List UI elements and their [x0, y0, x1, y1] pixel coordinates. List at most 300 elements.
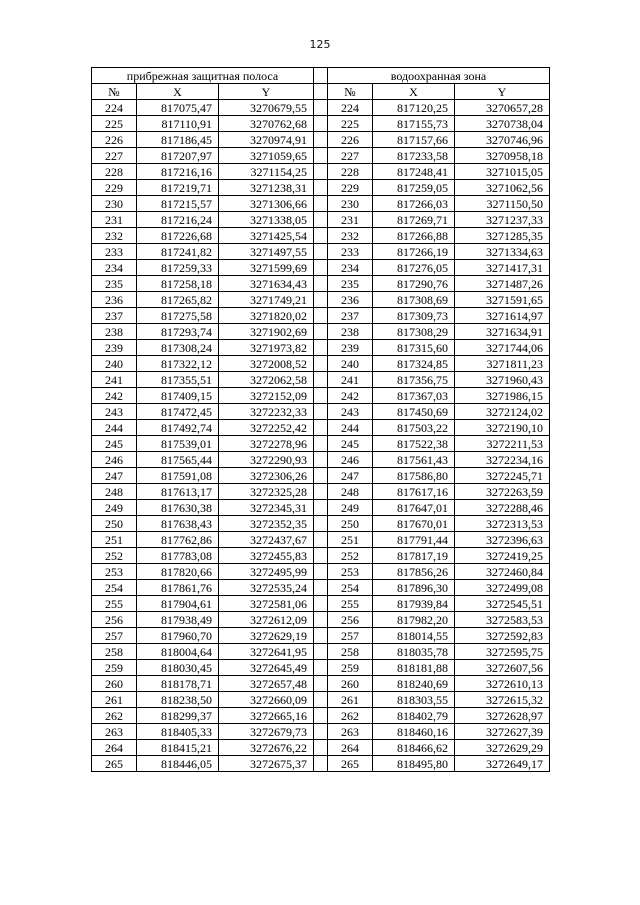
column-gap: [314, 612, 328, 628]
table-row: [92, 228, 550, 244]
table-row: [92, 516, 550, 532]
right-y-coordinate: 3271334,63: [455, 244, 550, 260]
column-gap: [314, 340, 328, 356]
right-x-coordinate: 817120,25: [373, 100, 455, 116]
right-x-coordinate: 818402,79: [373, 708, 455, 724]
right-x-coordinate: 817450,69: [373, 404, 455, 420]
right-x-coordinate: 817290,76: [373, 276, 455, 292]
column-gap: [314, 180, 328, 196]
left-x-coordinate: 818238,50: [137, 692, 219, 708]
table-row: [92, 116, 550, 132]
right-point-number: 262: [328, 708, 373, 724]
right-y-coordinate: 3271487,26: [455, 276, 550, 292]
right-y-coordinate: 3272592,83: [455, 628, 550, 644]
right-x-coordinate: 817309,73: [373, 308, 455, 324]
left-x-coordinate: 817265,82: [137, 292, 219, 308]
left-point-number: 263: [92, 724, 137, 740]
right-y-coordinate: 3271634,91: [455, 324, 550, 340]
left-x-coordinate: 817322,12: [137, 356, 219, 372]
table-row: [92, 308, 550, 324]
left-x-coordinate: 817861,76: [137, 580, 219, 596]
right-y-coordinate: 3271150,50: [455, 196, 550, 212]
table-row: [92, 132, 550, 148]
right-header-number: №: [328, 84, 373, 100]
left-x-coordinate: 818299,37: [137, 708, 219, 724]
right-point-number: 258: [328, 644, 373, 660]
right-x-coordinate: 817367,03: [373, 388, 455, 404]
column-gap: [314, 276, 328, 292]
column-gap: [314, 148, 328, 164]
left-x-coordinate: 817216,24: [137, 212, 219, 228]
right-x-coordinate: 818014,55: [373, 628, 455, 644]
left-point-number: 259: [92, 660, 137, 676]
left-point-number: 251: [92, 532, 137, 548]
right-point-number: 264: [328, 740, 373, 756]
table-row: [92, 452, 550, 468]
left-point-number: 261: [92, 692, 137, 708]
left-point-number: 237: [92, 308, 137, 324]
left-point-number: 249: [92, 500, 137, 516]
left-y-coordinate: 3272352,35: [219, 516, 314, 532]
right-point-number: 235: [328, 276, 373, 292]
right-x-coordinate: 817266,03: [373, 196, 455, 212]
right-y-coordinate: 3272649,17: [455, 756, 550, 772]
column-gap: [314, 740, 328, 756]
right-point-number: 224: [328, 100, 373, 116]
left-x-coordinate: 817630,38: [137, 500, 219, 516]
left-x-coordinate: 817938,49: [137, 612, 219, 628]
left-x-coordinate: 818178,71: [137, 676, 219, 692]
left-y-coordinate: 3270974,91: [219, 132, 314, 148]
right-point-number: 229: [328, 180, 373, 196]
left-point-number: 254: [92, 580, 137, 596]
right-y-coordinate: 3270746,96: [455, 132, 550, 148]
right-y-coordinate: 3272313,53: [455, 516, 550, 532]
right-point-number: 232: [328, 228, 373, 244]
column-gap: [314, 500, 328, 516]
right-point-number: 237: [328, 308, 373, 324]
left-point-number: 256: [92, 612, 137, 628]
column-gap: [314, 676, 328, 692]
right-point-number: 263: [328, 724, 373, 740]
left-x-coordinate: 817259,33: [137, 260, 219, 276]
left-y-coordinate: 3272278,96: [219, 436, 314, 452]
left-y-coordinate: 3270679,55: [219, 100, 314, 116]
right-x-coordinate: 817586,80: [373, 468, 455, 484]
left-y-coordinate: 3270762,68: [219, 116, 314, 132]
right-point-number: 226: [328, 132, 373, 148]
right-y-coordinate: 3272190,10: [455, 420, 550, 436]
right-header-y: Y: [455, 84, 550, 100]
right-y-coordinate: 3272234,16: [455, 452, 550, 468]
table-row: [92, 340, 550, 356]
left-point-number: 232: [92, 228, 137, 244]
table-row: [92, 212, 550, 228]
right-y-coordinate: 3271744,06: [455, 340, 550, 356]
right-x-coordinate: 817259,05: [373, 180, 455, 196]
left-header-number: №: [92, 84, 137, 100]
right-y-coordinate: 3272615,32: [455, 692, 550, 708]
right-point-number: 233: [328, 244, 373, 260]
right-y-coordinate: 3271062,56: [455, 180, 550, 196]
column-gap: [314, 580, 328, 596]
left-point-number: 245: [92, 436, 137, 452]
table-row: [92, 548, 550, 564]
table-row: [92, 180, 550, 196]
left-y-coordinate: 3272495,99: [219, 564, 314, 580]
left-y-coordinate: 3272581,06: [219, 596, 314, 612]
column-gap: [314, 420, 328, 436]
right-point-number: 248: [328, 484, 373, 500]
right-x-coordinate: 817324,85: [373, 356, 455, 372]
left-point-number: 238: [92, 324, 137, 340]
left-y-coordinate: 3272455,83: [219, 548, 314, 564]
right-point-number: 249: [328, 500, 373, 516]
left-section-title: прибрежная защитная полоса: [92, 68, 314, 84]
left-point-number: 236: [92, 292, 137, 308]
left-x-coordinate: 817355,51: [137, 372, 219, 388]
left-point-number: 262: [92, 708, 137, 724]
page-number: 125: [309, 38, 331, 51]
left-y-coordinate: 3272660,09: [219, 692, 314, 708]
right-point-number: 259: [328, 660, 373, 676]
left-x-coordinate: 817638,43: [137, 516, 219, 532]
left-y-coordinate: 3271497,55: [219, 244, 314, 260]
column-gap: [314, 116, 328, 132]
left-point-number: 226: [92, 132, 137, 148]
column-gap: [314, 212, 328, 228]
left-x-coordinate: 817226,68: [137, 228, 219, 244]
left-x-coordinate: 817219,71: [137, 180, 219, 196]
right-x-coordinate: 818466,62: [373, 740, 455, 756]
left-x-coordinate: 817783,08: [137, 548, 219, 564]
right-x-coordinate: 817233,58: [373, 148, 455, 164]
column-gap: [314, 68, 328, 84]
right-y-coordinate: 3271986,15: [455, 388, 550, 404]
left-y-coordinate: 3271634,43: [219, 276, 314, 292]
right-x-coordinate: 817266,19: [373, 244, 455, 260]
right-point-number: 242: [328, 388, 373, 404]
left-x-coordinate: 817308,24: [137, 340, 219, 356]
table-row: [92, 484, 550, 500]
left-y-coordinate: 3272612,09: [219, 612, 314, 628]
left-y-coordinate: 3271238,31: [219, 180, 314, 196]
right-point-number: 260: [328, 676, 373, 692]
column-gap: [314, 196, 328, 212]
table-row: [92, 196, 550, 212]
right-x-coordinate: 817248,41: [373, 164, 455, 180]
right-point-number: 256: [328, 612, 373, 628]
left-x-coordinate: 818446,05: [137, 756, 219, 772]
left-y-coordinate: 3272629,19: [219, 628, 314, 644]
left-y-coordinate: 3272645,49: [219, 660, 314, 676]
right-x-coordinate: 817522,38: [373, 436, 455, 452]
column-gap: [314, 724, 328, 740]
right-point-number: 238: [328, 324, 373, 340]
right-point-number: 241: [328, 372, 373, 388]
column-gap: [314, 260, 328, 276]
left-y-coordinate: 3272306,26: [219, 468, 314, 484]
left-x-coordinate: 817110,91: [137, 116, 219, 132]
right-point-number: 251: [328, 532, 373, 548]
right-x-coordinate: 817896,30: [373, 580, 455, 596]
left-y-coordinate: 3271973,82: [219, 340, 314, 356]
left-point-number: 242: [92, 388, 137, 404]
right-y-coordinate: 3270657,28: [455, 100, 550, 116]
left-point-number: 243: [92, 404, 137, 420]
column-gap: [314, 468, 328, 484]
right-x-coordinate: 818035,78: [373, 644, 455, 660]
right-point-number: 239: [328, 340, 373, 356]
left-x-coordinate: 817539,01: [137, 436, 219, 452]
table-row: [92, 724, 550, 740]
right-y-coordinate: 3272607,56: [455, 660, 550, 676]
right-y-coordinate: 3272288,46: [455, 500, 550, 516]
column-gap: [314, 532, 328, 548]
table-row: [92, 388, 550, 404]
right-point-number: 261: [328, 692, 373, 708]
right-y-coordinate: 3272211,53: [455, 436, 550, 452]
right-x-coordinate: 818303,55: [373, 692, 455, 708]
left-y-coordinate: 3272062,58: [219, 372, 314, 388]
left-y-coordinate: 3271306,66: [219, 196, 314, 212]
left-x-coordinate: 817904,61: [137, 596, 219, 612]
right-x-coordinate: 818240,69: [373, 676, 455, 692]
right-y-coordinate: 3271591,65: [455, 292, 550, 308]
right-x-coordinate: 817791,44: [373, 532, 455, 548]
left-point-number: 234: [92, 260, 137, 276]
right-point-number: 257: [328, 628, 373, 644]
table-row: [92, 564, 550, 580]
column-gap: [314, 628, 328, 644]
left-x-coordinate: 817216,16: [137, 164, 219, 180]
table-row: [92, 404, 550, 420]
right-x-coordinate: 817939,84: [373, 596, 455, 612]
column-gap: [314, 84, 328, 100]
table-row: [92, 244, 550, 260]
right-point-number: 234: [328, 260, 373, 276]
column-gap: [314, 756, 328, 772]
left-header-x: X: [137, 84, 219, 100]
left-x-coordinate: 817762,86: [137, 532, 219, 548]
left-y-coordinate: 3272679,73: [219, 724, 314, 740]
right-x-coordinate: 817817,19: [373, 548, 455, 564]
left-x-coordinate: 817591,08: [137, 468, 219, 484]
left-x-coordinate: 818030,45: [137, 660, 219, 676]
right-y-coordinate: 3272628,97: [455, 708, 550, 724]
right-x-coordinate: 817157,66: [373, 132, 455, 148]
left-point-number: 231: [92, 212, 137, 228]
right-x-coordinate: 817561,43: [373, 452, 455, 468]
column-header-row: [92, 84, 550, 100]
left-x-coordinate: 817241,82: [137, 244, 219, 260]
left-x-coordinate: 817293,74: [137, 324, 219, 340]
left-point-number: 224: [92, 100, 137, 116]
table-row: [92, 436, 550, 452]
table-row: [92, 708, 550, 724]
right-x-coordinate: 817982,20: [373, 612, 455, 628]
left-x-coordinate: 817409,15: [137, 388, 219, 404]
left-y-coordinate: 3272232,33: [219, 404, 314, 420]
left-point-number: 265: [92, 756, 137, 772]
right-x-coordinate: 818181,88: [373, 660, 455, 676]
left-point-number: 260: [92, 676, 137, 692]
right-y-coordinate: 3271960,43: [455, 372, 550, 388]
left-y-coordinate: 3272676,22: [219, 740, 314, 756]
table-row: [92, 276, 550, 292]
column-gap: [314, 548, 328, 564]
left-point-number: 264: [92, 740, 137, 756]
left-x-coordinate: 817186,45: [137, 132, 219, 148]
column-gap: [314, 436, 328, 452]
column-gap: [314, 244, 328, 260]
right-x-coordinate: 817308,29: [373, 324, 455, 340]
left-point-number: 230: [92, 196, 137, 212]
left-point-number: 252: [92, 548, 137, 564]
right-point-number: 255: [328, 596, 373, 612]
right-x-coordinate: 817617,16: [373, 484, 455, 500]
right-y-coordinate: 3270738,04: [455, 116, 550, 132]
right-point-number: 253: [328, 564, 373, 580]
right-y-coordinate: 3270958,18: [455, 148, 550, 164]
left-y-coordinate: 3271154,25: [219, 164, 314, 180]
left-y-coordinate: 3271338,05: [219, 212, 314, 228]
right-point-number: 236: [328, 292, 373, 308]
left-point-number: 233: [92, 244, 137, 260]
left-point-number: 253: [92, 564, 137, 580]
left-x-coordinate: 817207,97: [137, 148, 219, 164]
right-x-coordinate: 817503,22: [373, 420, 455, 436]
coordinates-table: [91, 67, 550, 772]
column-gap: [314, 132, 328, 148]
table-row: [92, 468, 550, 484]
column-gap: [314, 388, 328, 404]
right-y-coordinate: 3272460,84: [455, 564, 550, 580]
left-point-number: 258: [92, 644, 137, 660]
left-point-number: 239: [92, 340, 137, 356]
table-row: [92, 692, 550, 708]
right-point-number: 240: [328, 356, 373, 372]
right-y-coordinate: 3271811,23: [455, 356, 550, 372]
left-y-coordinate: 3271902,69: [219, 324, 314, 340]
table-row: [92, 164, 550, 180]
right-y-coordinate: 3272610,13: [455, 676, 550, 692]
left-point-number: 228: [92, 164, 137, 180]
left-x-coordinate: 817960,70: [137, 628, 219, 644]
left-point-number: 240: [92, 356, 137, 372]
right-x-coordinate: 817269,71: [373, 212, 455, 228]
table-row: [92, 596, 550, 612]
left-y-coordinate: 3272252,42: [219, 420, 314, 436]
left-point-number: 248: [92, 484, 137, 500]
left-y-coordinate: 3272657,48: [219, 676, 314, 692]
column-gap: [314, 356, 328, 372]
table-row: [92, 532, 550, 548]
table-row: [92, 356, 550, 372]
right-y-coordinate: 3272627,39: [455, 724, 550, 740]
right-y-coordinate: 3271237,33: [455, 212, 550, 228]
left-y-coordinate: 3271820,02: [219, 308, 314, 324]
right-point-number: 231: [328, 212, 373, 228]
right-section-title: водоохранная зона: [328, 68, 550, 84]
left-x-coordinate: 818405,33: [137, 724, 219, 740]
left-point-number: 235: [92, 276, 137, 292]
left-y-coordinate: 3271599,69: [219, 260, 314, 276]
left-x-coordinate: 817472,45: [137, 404, 219, 420]
left-y-coordinate: 3271749,21: [219, 292, 314, 308]
right-y-coordinate: 3271614,97: [455, 308, 550, 324]
table-row: [92, 612, 550, 628]
left-point-number: 227: [92, 148, 137, 164]
left-y-coordinate: 3272535,24: [219, 580, 314, 596]
right-point-number: 265: [328, 756, 373, 772]
right-y-coordinate: 3271417,31: [455, 260, 550, 276]
right-x-coordinate: 817155,73: [373, 116, 455, 132]
left-y-coordinate: 3272008,52: [219, 356, 314, 372]
column-gap: [314, 164, 328, 180]
column-gap: [314, 516, 328, 532]
right-point-number: 227: [328, 148, 373, 164]
column-gap: [314, 596, 328, 612]
right-point-number: 225: [328, 116, 373, 132]
left-y-coordinate: 3272675,37: [219, 756, 314, 772]
left-y-coordinate: 3271425,54: [219, 228, 314, 244]
right-y-coordinate: 3272545,51: [455, 596, 550, 612]
column-gap: [314, 708, 328, 724]
right-point-number: 247: [328, 468, 373, 484]
section-title-row: [92, 68, 550, 84]
left-y-coordinate: 3272641,95: [219, 644, 314, 660]
column-gap: [314, 372, 328, 388]
left-point-number: 229: [92, 180, 137, 196]
column-gap: [314, 308, 328, 324]
left-y-coordinate: 3272665,16: [219, 708, 314, 724]
table-row: [92, 372, 550, 388]
table-row: [92, 756, 550, 772]
left-x-coordinate: 817215,57: [137, 196, 219, 212]
left-x-coordinate: 817075,47: [137, 100, 219, 116]
table-row: [92, 100, 550, 116]
table-row: [92, 580, 550, 596]
right-point-number: 243: [328, 404, 373, 420]
column-gap: [314, 564, 328, 580]
right-point-number: 250: [328, 516, 373, 532]
column-gap: [314, 404, 328, 420]
left-x-coordinate: 817565,44: [137, 452, 219, 468]
column-gap: [314, 292, 328, 308]
right-point-number: 254: [328, 580, 373, 596]
table-row: [92, 676, 550, 692]
right-point-number: 244: [328, 420, 373, 436]
left-point-number: 255: [92, 596, 137, 612]
right-x-coordinate: 817276,05: [373, 260, 455, 276]
right-point-number: 228: [328, 164, 373, 180]
column-gap: [314, 452, 328, 468]
right-point-number: 246: [328, 452, 373, 468]
column-gap: [314, 484, 328, 500]
column-gap: [314, 692, 328, 708]
left-point-number: 244: [92, 420, 137, 436]
right-header-x: X: [373, 84, 455, 100]
column-gap: [314, 324, 328, 340]
left-x-coordinate: 817275,58: [137, 308, 219, 324]
left-y-coordinate: 3272437,67: [219, 532, 314, 548]
right-y-coordinate: 3272595,75: [455, 644, 550, 660]
right-y-coordinate: 3272629,29: [455, 740, 550, 756]
right-x-coordinate: 817647,01: [373, 500, 455, 516]
table-row: [92, 500, 550, 516]
left-x-coordinate: 817258,18: [137, 276, 219, 292]
